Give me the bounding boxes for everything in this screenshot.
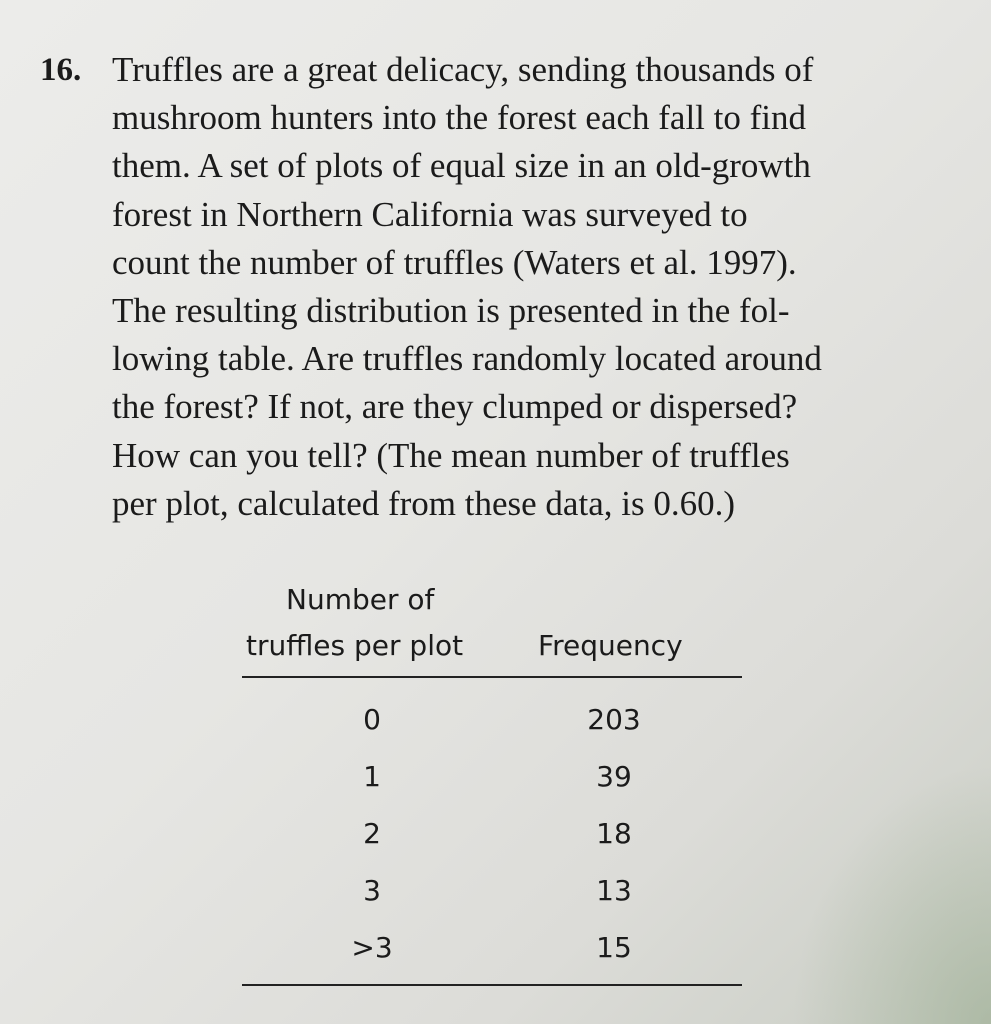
header-rule xyxy=(242,676,742,678)
footer-rule xyxy=(242,984,742,986)
page-shadow xyxy=(791,764,991,1024)
frequency-cell: 203 xyxy=(587,703,641,736)
frequency-cell: 18 xyxy=(596,817,632,850)
table-row xyxy=(242,757,742,797)
frequency-cell: 39 xyxy=(596,760,632,793)
column-header-frequency: Frequency xyxy=(538,629,683,662)
table-row xyxy=(242,928,742,968)
truffle-count-cell: 2 xyxy=(363,817,381,850)
frequency-cell: 15 xyxy=(596,931,632,964)
problem-line: them. A set of plots of equal size in an old-growth xyxy=(112,146,811,186)
frequency-cell: 13 xyxy=(596,874,632,907)
column-header-number-line1: Number of xyxy=(286,583,435,616)
truffle-count-cell: >3 xyxy=(351,931,393,964)
problem-line: forest in Northern California was surveyed to xyxy=(112,194,748,234)
problem-line: count the number of truffles (Waters et al. 1997). xyxy=(112,242,797,282)
truffle-count-cell: 3 xyxy=(363,874,381,907)
column-header-number-line2: truffles per plot xyxy=(246,629,464,662)
problem-number: 16. xyxy=(40,52,82,88)
table-row xyxy=(242,814,742,854)
problem-line: The resulting distribution is presented in the fol- xyxy=(112,291,790,331)
problem-line: Truffles are a great delicacy, sending thousands of xyxy=(112,50,814,89)
problem-line: per plot, calculated from these data, is 0.60.) xyxy=(112,483,735,523)
problem-line: How can you tell? (The mean number of truffles xyxy=(112,435,790,475)
truffle-count-cell: 1 xyxy=(363,760,381,793)
truffle-count-cell: 0 xyxy=(363,703,381,736)
problem-line: lowing table. Are truffles randomly located around xyxy=(112,339,822,379)
problem-text xyxy=(112,46,942,528)
problem-line: the forest? If not, are they clumped or dispersed? xyxy=(112,387,798,427)
table-row xyxy=(242,871,742,911)
problem-line: mushroom hunters into the forest each fall to find xyxy=(112,98,807,138)
table-row xyxy=(242,700,742,740)
